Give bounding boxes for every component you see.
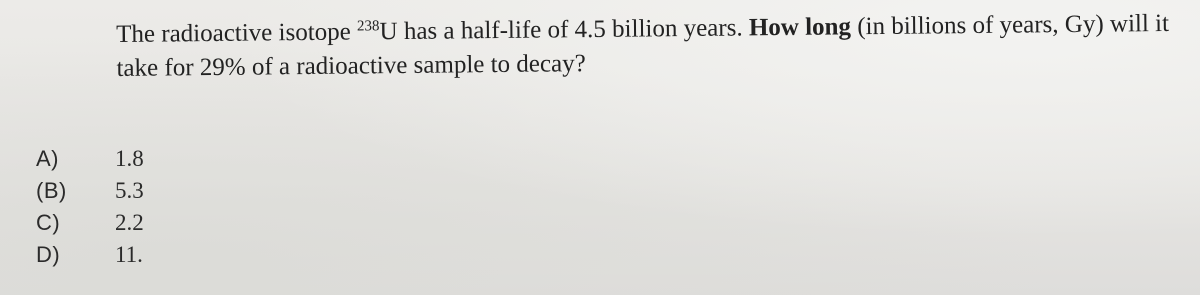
isotope-mass-number: 238 (356, 18, 380, 35)
option-b[interactable] (0, 178, 300, 212)
option-value: 2.2 (115, 210, 144, 235)
question-text (116, 7, 1187, 86)
option-a[interactable] (0, 146, 300, 180)
question-part-3: (in billions of years, Gy) will it take for 29% of a radioactive sample to decay? (116, 9, 1170, 82)
question-part-2: has a half-life of 4.5 billion years. (397, 14, 750, 46)
option-letter: C) (36, 210, 61, 235)
option-letter: A) (36, 146, 59, 171)
option-letter: D) (36, 242, 61, 267)
option-d[interactable] (0, 242, 300, 276)
isotope-symbol: U (379, 18, 398, 46)
option-value: 1.8 (115, 146, 144, 171)
option-value: 11. (115, 242, 143, 267)
option-c[interactable] (0, 210, 300, 244)
answer-options (0, 140, 400, 290)
question-emphasis: How long (748, 13, 852, 42)
option-value: 5.3 (115, 178, 144, 203)
question-part-1: The radioactive isotope (116, 18, 358, 48)
option-letter: (B) (36, 178, 67, 203)
